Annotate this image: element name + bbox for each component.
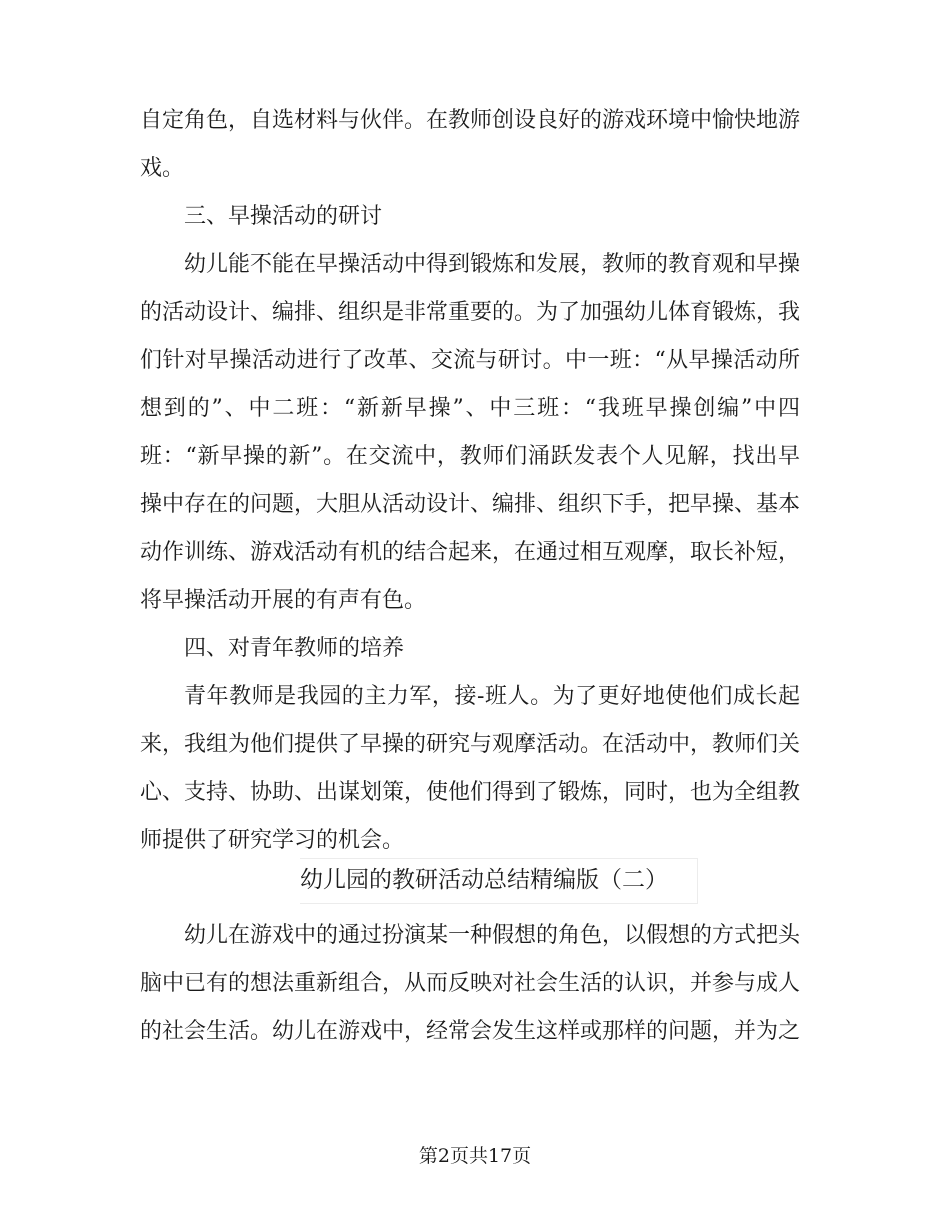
document-body-part1 (140, 97, 800, 865)
document-body-part2 (140, 912, 800, 1056)
continued-paragraph: 自定角色，自选材料与伙伴。在教师创设良好的游戏环境中愉快地游戏。 (140, 108, 801, 181)
section-heading-3: 三、早操活动的研讨 (184, 204, 383, 229)
section-heading-4: 四、对青年教师的培养 (184, 636, 405, 661)
document-section-title: 幼儿园的教研活动总结精编版（二） (300, 858, 698, 904)
paragraph-early-exercise: 幼儿能不能在早操活动中得到锻炼和发展，教师的教育观和早操的活动设计、编排、组织是非常重要的。为了加强幼儿体育锻炼，我们针对早操活动进行了改革、交流与研讨。中一班：“从早操活动所想到的”、中二班：“新新早操”、中三班：“我班早操创编”中四班：“新早操的新”。在交流中，教师们涌跃发表个人见解，找出早操中存在的问题，大胆从活动设计、编排、组织下手，把早操、基本动作训练、游戏活动有机的结合起来，在通过相互观摩，取长补短，将早操活动开展的有声有色。 (140, 252, 801, 613)
paragraph-role-play: 幼儿在游戏中的通过扮演某一种假想的角色，以假想的方式把头脑中已有的想法重新组合，从而反映对社会生活的认识，并参与成人的社会生活。幼儿在游戏中，经常会发生这样或那样的问题，并为之 (140, 923, 801, 1044)
page-number-footer: 第2页共17页 (418, 1145, 532, 1167)
paragraph-young-teachers: 青年教师是我园的主力军，接-班人。为了更好地使他们成长起来，我组为他们提供了早操的研究与观摩活动。在活动中，教师们关心、支持、协助、出谋划策，使他们得到了锻炼，同时，也为全组教师提供了研究学习的机会。 (140, 684, 801, 853)
